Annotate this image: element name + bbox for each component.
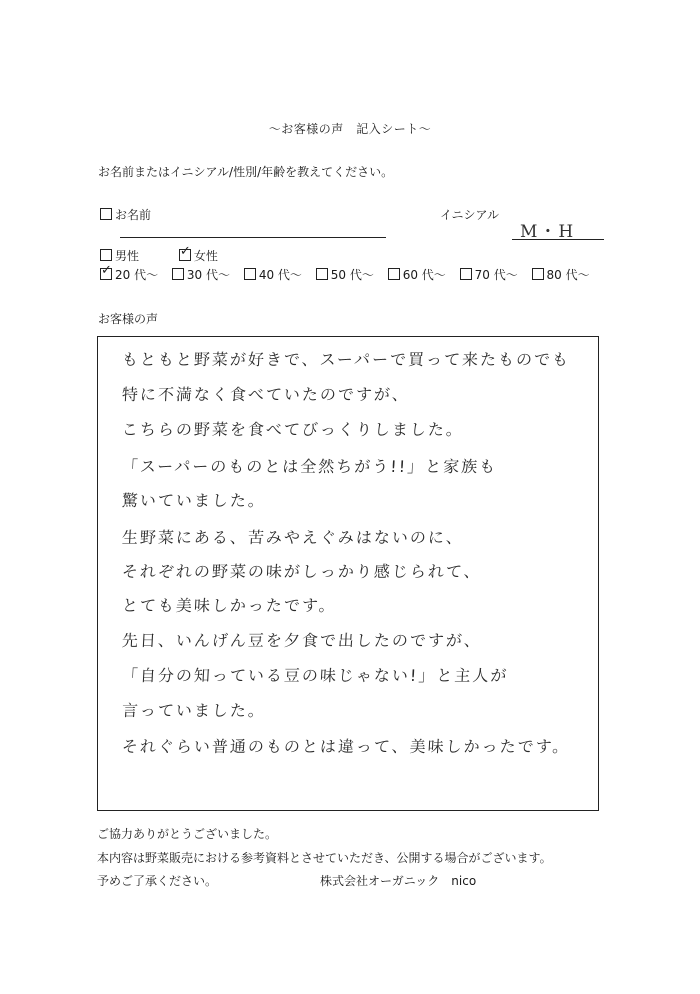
female-label: 女性 [193,249,218,263]
age-option[interactable] [460,268,518,282]
age-label: 20 代〜 [115,268,159,282]
voice-section-label: お客様の声 [98,312,159,326]
age-label: 40 代〜 [258,268,302,282]
gender-male-option[interactable] [100,249,139,263]
age-option[interactable] [316,268,374,282]
age-label: 50 代〜 [330,268,374,282]
voice-line: もともと野菜が好きで、スーパーで買って来たものでも [121,350,571,369]
age-label: 30 代〜 [186,268,231,282]
initial-input-line [512,239,604,240]
age-checkbox-50[interactable] [316,268,328,280]
sheet-title: 〜お客様の声 記入シート〜 [268,122,432,136]
instruction-text: お名前またはイニシアル/性別/年齢を教えてください。 [98,165,394,179]
voice-line: それぞれの野菜の味がしっかり感じられて、 [121,562,483,581]
name-field-label [100,206,151,223]
initial-value[interactable]: M・H [520,222,576,242]
name-label-text: お名前 [115,208,152,222]
male-label: 男性 [115,249,140,263]
age-option[interactable] [244,268,302,282]
voice-line: とても美味しかったです。 [121,596,338,615]
gender-options [100,247,254,264]
voice-line: 驚いていました。 [121,491,267,510]
voice-line: それぐらい普通のものとは違って、美味しかったです。 [121,737,571,756]
name-checkbox[interactable] [100,208,112,220]
voice-line: 「自分の知っている豆の味じゃない!」と主人が [121,666,509,685]
gender-female-option[interactable] [179,249,218,263]
notice-text: 本内容は野菜販売における参考資料とさせていただき、公開する場合がございます。 [97,851,552,865]
thanks-text: ご協力ありがとうございました。 [97,827,278,841]
age-option[interactable] [388,268,446,282]
voice-line: 先日、いんげん豆を夕食で出したのですが、 [121,631,483,650]
company-name: 株式会社オーガニック nico [320,874,477,888]
voice-line: 「スーパーのものとは全然ちがう!!」と家族も [121,457,498,476]
age-options [100,266,600,283]
age-checkbox-70[interactable] [460,268,472,280]
age-label: 60 代〜 [402,268,446,282]
voice-line: 生野菜にある、苦みやえぐみはないのに、 [121,528,465,547]
voice-text-area[interactable] [97,336,599,811]
age-option[interactable] [100,268,158,282]
age-checkbox-80[interactable] [532,268,544,280]
age-checkbox-60[interactable] [388,268,400,280]
age-label: 70 代〜 [474,268,518,282]
age-option[interactable] [532,268,590,282]
age-checkbox-30[interactable] [172,268,184,280]
female-checkbox[interactable] [179,249,191,261]
age-checkbox-40[interactable] [244,268,256,280]
voice-line: こちらの野菜を食べてびっくりしました。 [121,420,465,439]
voice-line: 言っていました。 [121,701,267,720]
name-input-line[interactable] [120,237,386,238]
age-checkbox-20[interactable] [100,268,112,280]
age-option[interactable] [172,268,230,282]
male-checkbox[interactable] [100,249,112,261]
age-label: 80 代〜 [546,268,590,282]
voice-line: 特に不満なく食べていたのですが、 [121,385,411,404]
initial-label: イニシアル [440,208,500,222]
consent-text: 予めご了承ください。 [97,874,218,888]
